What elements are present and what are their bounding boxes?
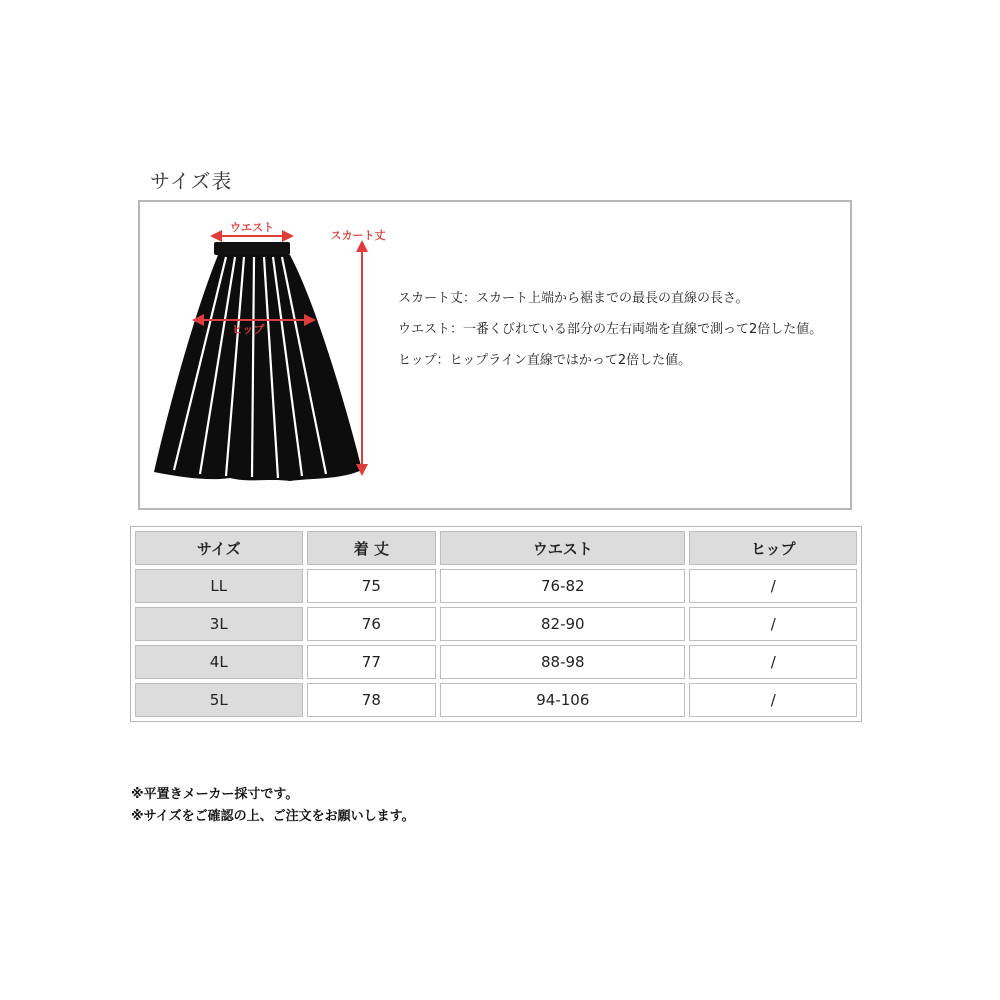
header-hip: ヒップ [689, 531, 857, 565]
size-table [130, 526, 862, 722]
header-length: 着 丈 [307, 531, 437, 565]
note-measurement: ※平置きメーカー採寸です。 [131, 787, 299, 802]
table-row [135, 645, 857, 679]
table-row [135, 607, 857, 641]
skirt-body [154, 255, 362, 481]
length-cell: 78 [307, 683, 437, 717]
waist-label: ウエスト [230, 221, 274, 234]
length-description: スカート丈：スカート上端から裾までの最長の直線の長さ。 [398, 291, 749, 306]
header-waist: ウエスト [440, 531, 685, 565]
length-cell: 75 [307, 569, 437, 603]
waist-cell: 82-90 [440, 607, 685, 641]
hip-label: ヒップ [231, 323, 265, 336]
hip-description: ヒップ：ヒップライン直線ではかって2倍した値。 [398, 353, 692, 368]
waist-description: ウエスト：一番くびれている部分の左右両端を直線で測って2倍した値。 [398, 322, 823, 337]
table-header-row [135, 531, 857, 565]
waist-cell: 94-106 [440, 683, 685, 717]
hip-cell: / [689, 645, 857, 679]
length-cell: 76 [307, 607, 437, 641]
hip-cell: / [689, 569, 857, 603]
notes [131, 784, 415, 828]
note-confirm-size: ※サイズをご確認の上、ご注文をお願いします。 [131, 809, 415, 824]
table-row [135, 569, 857, 603]
skirt-waistband [214, 242, 290, 255]
waist-cell: 76-82 [440, 569, 685, 603]
waist-cell: 88-98 [440, 645, 685, 679]
length-cell: 77 [307, 645, 437, 679]
page-title: サイズ表 [150, 169, 233, 193]
size-cell: 3L [135, 607, 303, 641]
size-cell: 4L [135, 645, 303, 679]
size-cell: LL [135, 569, 303, 603]
hip-cell: / [689, 607, 857, 641]
length-label: スカート丈 [330, 229, 386, 242]
header-size: サイズ [135, 531, 303, 565]
table-row [135, 683, 857, 717]
size-cell: 5L [135, 683, 303, 717]
size-diagram [138, 200, 852, 510]
hip-cell: / [689, 683, 857, 717]
measurement-descriptions [398, 290, 822, 383]
